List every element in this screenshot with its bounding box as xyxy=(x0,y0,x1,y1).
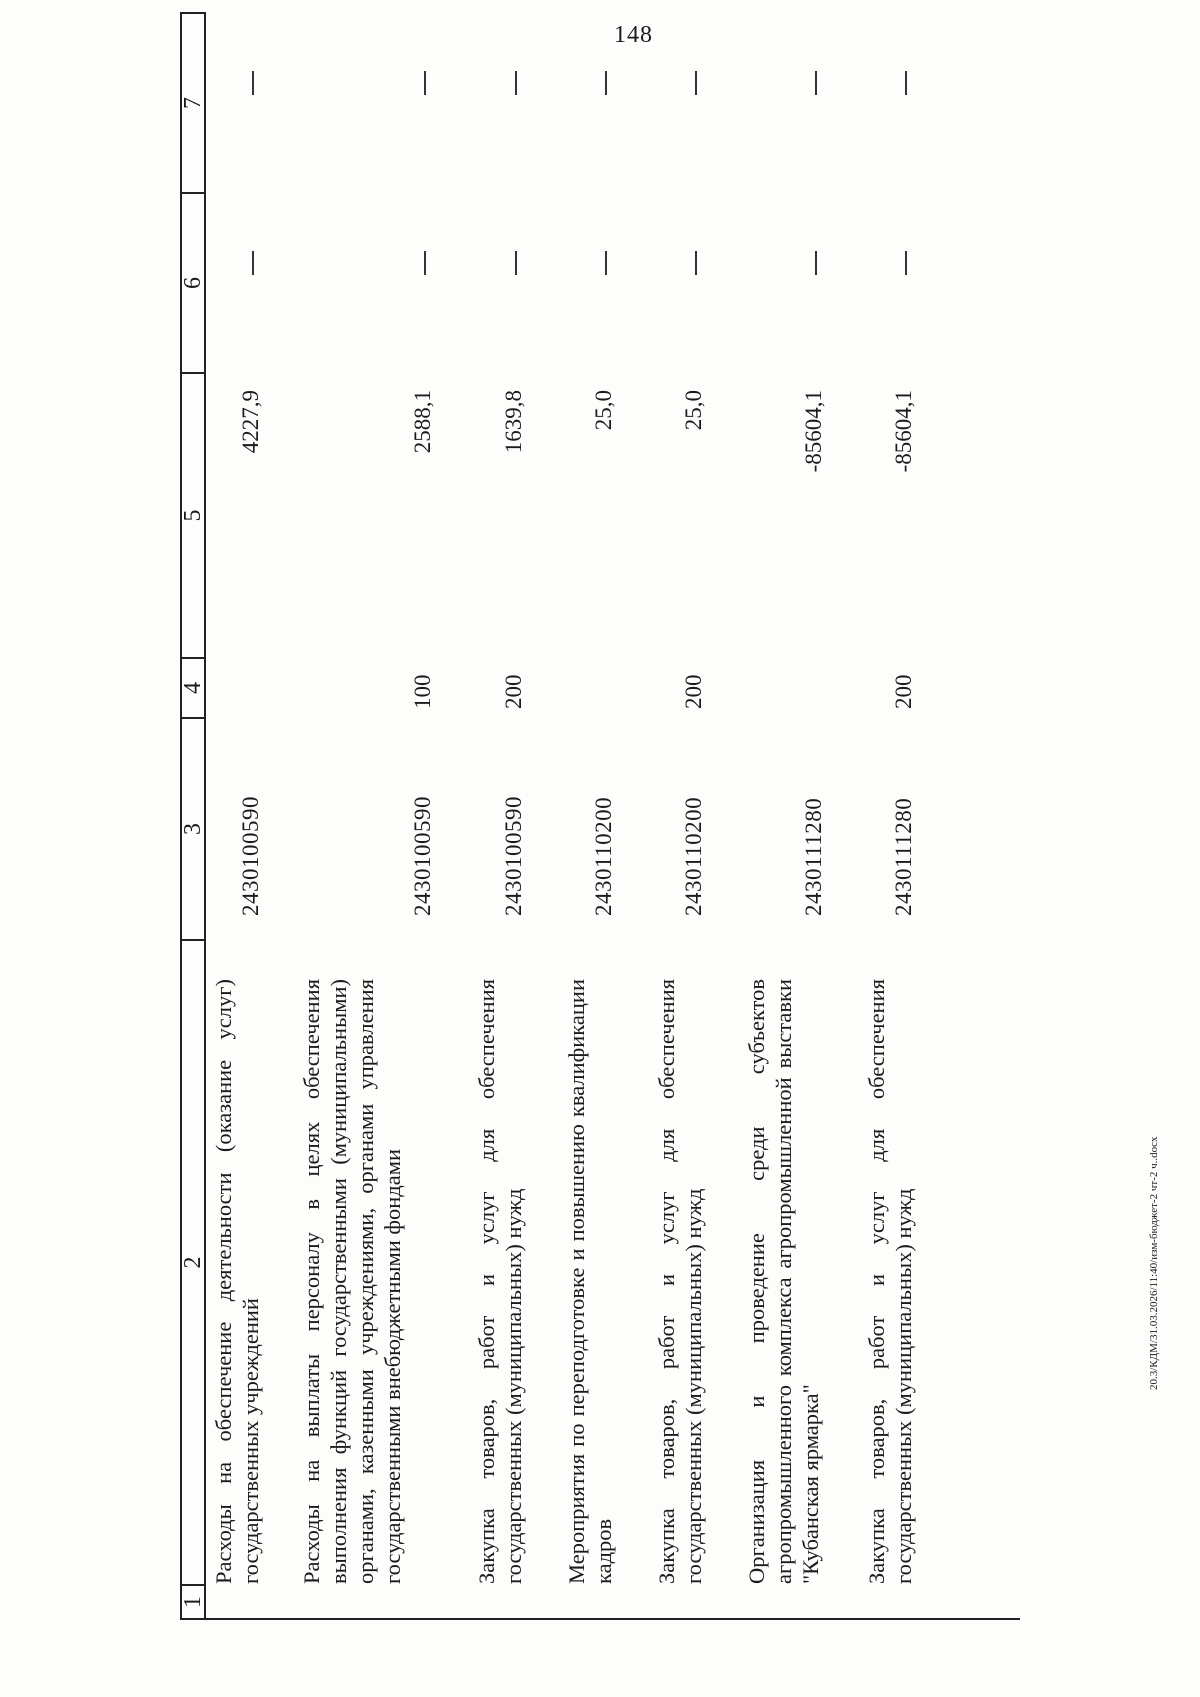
row-col7-dash xyxy=(905,71,907,95)
row-col7-dash xyxy=(424,71,426,95)
table-row xyxy=(210,0,295,1620)
column-header-2: 2 xyxy=(180,939,206,1584)
row-col6-dash xyxy=(905,251,907,275)
row-amount: 2588,1 xyxy=(410,390,435,454)
rotated-budget-table xyxy=(180,0,1020,1620)
row-col6-dash xyxy=(252,251,254,275)
row-code: 2430110200 xyxy=(681,796,706,916)
column-header-5: 5 xyxy=(180,372,206,657)
table-row xyxy=(473,0,533,1620)
row-col7-dash xyxy=(515,71,517,95)
row-description: Организация и проведение среди субъектов агропромышленного комплекса агропромышленной выставки "Кубанская ярмарка" xyxy=(744,979,823,1584)
column-header-7: 7 xyxy=(180,12,206,192)
row-description: Мероприятия по переподготовке и повышению квалификации кадров xyxy=(564,979,616,1584)
page-number: 148 xyxy=(614,22,653,48)
row-col7-dash xyxy=(605,71,607,95)
table-row xyxy=(653,0,713,1620)
row-expense-type: 200 xyxy=(501,674,526,709)
document-footer-code: 20.3/КДМ/31.03.2026/11:40/изм-бюджет-2 чт-2 ч..docx xyxy=(1148,1136,1160,1390)
row-col6-dash xyxy=(605,251,607,275)
table-row xyxy=(743,0,833,1620)
column-header-6: 6 xyxy=(180,192,206,372)
row-expense-type: 100 xyxy=(410,674,435,709)
row-code: 2430111280 xyxy=(801,797,826,916)
row-code: 2430110200 xyxy=(591,796,616,916)
row-description: Расходы на выплаты персоналу в целях обеспечения выполнения функций государственными (муниципальными) органами, казенными учреждениями, органами управления государственными внебюджетными фондами xyxy=(299,979,405,1584)
row-amount: 1639,8 xyxy=(501,390,526,454)
column-header-3: 3 xyxy=(180,717,206,939)
column-header-4: 4 xyxy=(180,657,206,717)
table-row xyxy=(863,0,923,1620)
row-expense-type: 200 xyxy=(681,674,706,709)
row-amount: 25,0 xyxy=(681,390,706,431)
row-expense-type: 200 xyxy=(891,674,916,709)
table-row xyxy=(563,0,623,1620)
row-amount: -85604,1 xyxy=(801,390,826,473)
row-code: 2430111280 xyxy=(891,797,916,916)
row-code: 2430100590 xyxy=(410,796,435,916)
row-col7-dash xyxy=(815,71,817,95)
row-col6-dash xyxy=(815,251,817,275)
row-amount: 4227,9 xyxy=(238,390,263,454)
row-description: Закупка товаров, работ и услуг для обеспечения государственных (муниципальных) нужд xyxy=(474,979,526,1584)
column-header-1: 1 xyxy=(180,1584,206,1620)
row-description: Закупка товаров, работ и услуг для обеспечения государственных (муниципальных) нужд xyxy=(864,979,916,1584)
table-row xyxy=(298,0,448,1620)
row-code: 2430100590 xyxy=(238,796,263,916)
row-col6-dash xyxy=(515,251,517,275)
row-amount: -85604,1 xyxy=(891,390,916,473)
row-col7-dash xyxy=(252,71,254,95)
row-description: Закупка товаров, работ и услуг для обеспечения государственных (муниципальных) нужд xyxy=(654,979,706,1584)
row-code: 2430100590 xyxy=(501,796,526,916)
row-description: Расходы на обеспечение деятельности (оказание услуг) государственных учреждений xyxy=(211,979,263,1584)
row-col6-dash xyxy=(695,251,697,275)
row-amount: 25,0 xyxy=(591,390,616,431)
row-col6-dash xyxy=(424,251,426,275)
row-col7-dash xyxy=(695,71,697,95)
